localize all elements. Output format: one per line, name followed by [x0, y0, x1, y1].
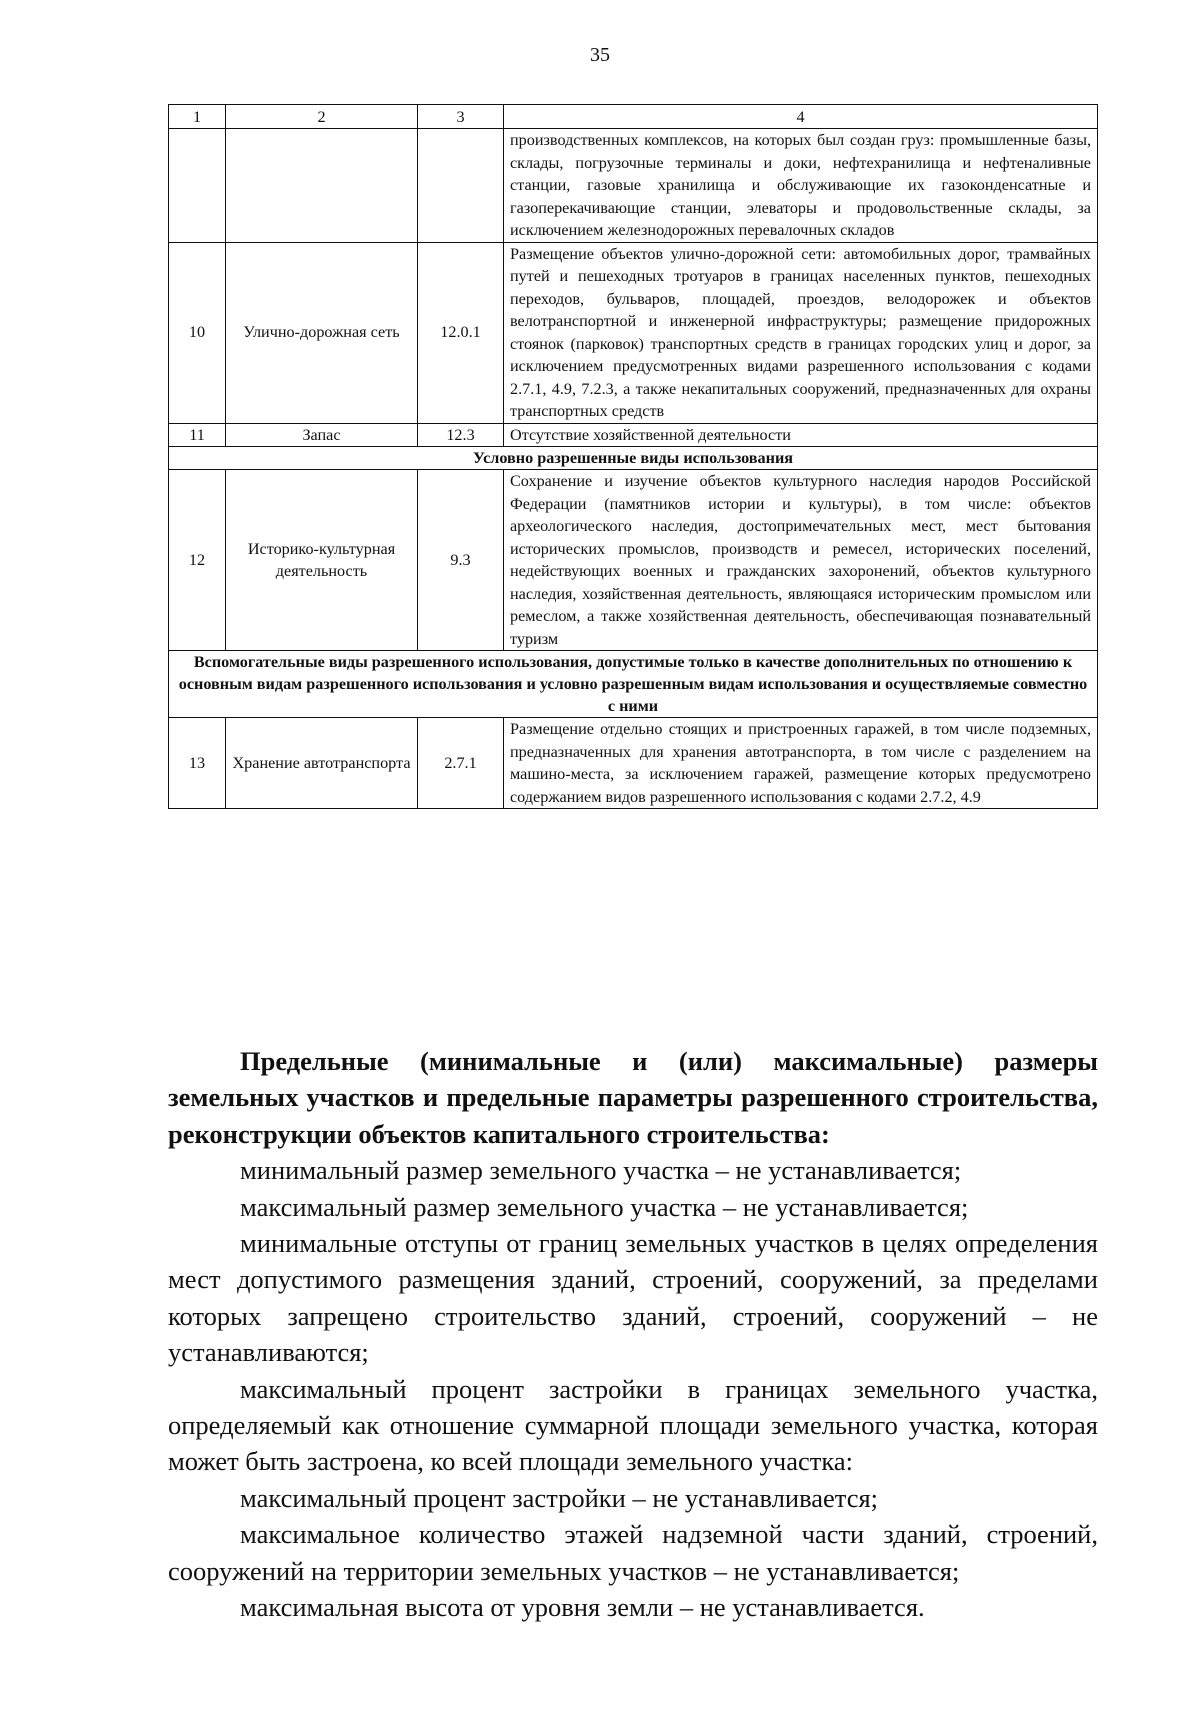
- use-type-code: 2.7.1: [418, 718, 504, 809]
- parameter-paragraph: минимальные отступы от границ земельных участков в целях определения мест допустимого размещения зданий, строений, сооружений, за пределами которых запрещено строительство зданий, строений, сооружений – не устанавливаются;: [168, 1228, 1098, 1368]
- section-title-conditional: Условно разрешенные виды использования: [169, 447, 1098, 470]
- use-type-code: 9.3: [418, 470, 504, 651]
- parameter-paragraph: минимальный размер земельного участка – не устанавливается;: [240, 1155, 962, 1186]
- use-type-description: производственных комплексов, на которых был создан груз: промышленные базы, склады, погрузочные терминалы и доки, нефтехранилища и нефтеналивные станции, газовые хранилища и обслуживающие их газоконденсатные и газоперекачивающие станции, элеваторы и продовольственные склады, за исключением железнодорожных перевалочных складов: [504, 129, 1098, 243]
- parameters-text: [168, 1043, 1098, 1626]
- row-number: 10: [169, 242, 226, 423]
- use-type-description: Размещение объектов улично-дорожной сети: автомобильных дорог, трамвайных путей и пешеходных тротуаров в границах населенных пунктов, пешеходных переходов, бульваров, площадей, проездов, велодорожек и объектов велотранспортной и инженерной инфраструктуры; размещение придорожных стоянок (парковок) транспортных средств в границах городских улиц и дорог, за исключением предусмотренных видами разрешенного использования с кодами 2.7.1, 4.9, 7.2.3, а также некапитальных сооружений, предназначенных для охраны транспортных средств: [504, 242, 1098, 423]
- section-row: [169, 447, 1098, 470]
- use-type-name: Историко-культурная деятельность: [226, 470, 418, 651]
- section-title-auxiliary: Вспомогательные виды разрешенного использования, допустимые только в качестве дополнительных по отношению к основным видам разрешенного использования и условно разрешенным видам использования и осуществляемые совместно с ними: [169, 651, 1098, 718]
- column-header: 3: [418, 105, 504, 129]
- parameter-paragraph: максимальное количество этажей надземной части зданий, строений, сооружений на территории земельных участков – не устанавливается;: [168, 1519, 1098, 1586]
- parameter-paragraph: максимальный процент застройки – не устанавливается;: [240, 1482, 879, 1513]
- parameter-paragraph: максимальный размер земельного участка – не устанавливается;: [240, 1191, 969, 1222]
- use-type-code: 12.3: [418, 423, 504, 447]
- parameter-paragraph: максимальная высота от уровня земли – не устанавливается.: [240, 1592, 925, 1623]
- use-type-name: Запас: [226, 423, 418, 447]
- use-type-name: Хранение автотранспорта: [226, 718, 418, 809]
- use-type-description: Сохранение и изучение объектов культурного наследия народов Российской Федерации (памятников истории и культуры), в том числе: объектов археологического наследия, достопримечательных мест, мест бытования исторических промыслов, производств и ремесел, исторических поселений, недействующих военных и гражданских захоронений, объектов культурного наследия, хозяйственная деятельность, являющаяся историческим промыслом или ремеслом, а также хозяйственная деятельность, обеспечивающая познавательный туризм: [504, 470, 1098, 651]
- use-type-name: Улично-дорожная сеть: [226, 242, 418, 423]
- row-number: 12: [169, 470, 226, 651]
- parameter-paragraph: максимальный процент застройки в границах земельного участка, определяемый как отношение суммарной площади земельного участка, которая может быть застроена, ко всей площади земельного участка:: [168, 1373, 1098, 1477]
- use-type-code: [418, 129, 504, 243]
- column-header: 2: [226, 105, 418, 129]
- use-type-name: [226, 129, 418, 243]
- row-number: [169, 129, 226, 243]
- section-row: [169, 651, 1098, 718]
- column-header: 4: [504, 105, 1098, 129]
- use-type-description: Размещение отдельно стоящих и пристроенных гаражей, в том числе подземных, предназначенных для хранения автотранспорта, в том числе с разделением на машино-места, за исключением гаражей, размещение которых предусмотрено содержанием видов разрешенного использования с кодами 2.7.2, 4.9: [504, 718, 1098, 809]
- row-number: 11: [169, 423, 226, 447]
- column-header: 1: [169, 105, 226, 129]
- page-number: 35: [590, 44, 610, 66]
- use-type-description: Отсутствие хозяйственной деятельности: [504, 423, 1098, 447]
- land-use-table: [168, 104, 1098, 809]
- table-row: [169, 718, 1098, 809]
- parameters-heading: Предельные (минимальные и (или) максимальные) размеры земельных участков и предельные параметры разрешенного строительства, реконструкции объектов капитального строительства:: [168, 1046, 1098, 1149]
- use-type-code: 12.0.1: [418, 242, 504, 423]
- table-row: [169, 129, 1098, 243]
- table-row: [169, 423, 1098, 447]
- table-row: [169, 242, 1098, 423]
- table-row: [169, 470, 1098, 651]
- table-header-row: [169, 105, 1098, 129]
- row-number: 13: [169, 718, 226, 809]
